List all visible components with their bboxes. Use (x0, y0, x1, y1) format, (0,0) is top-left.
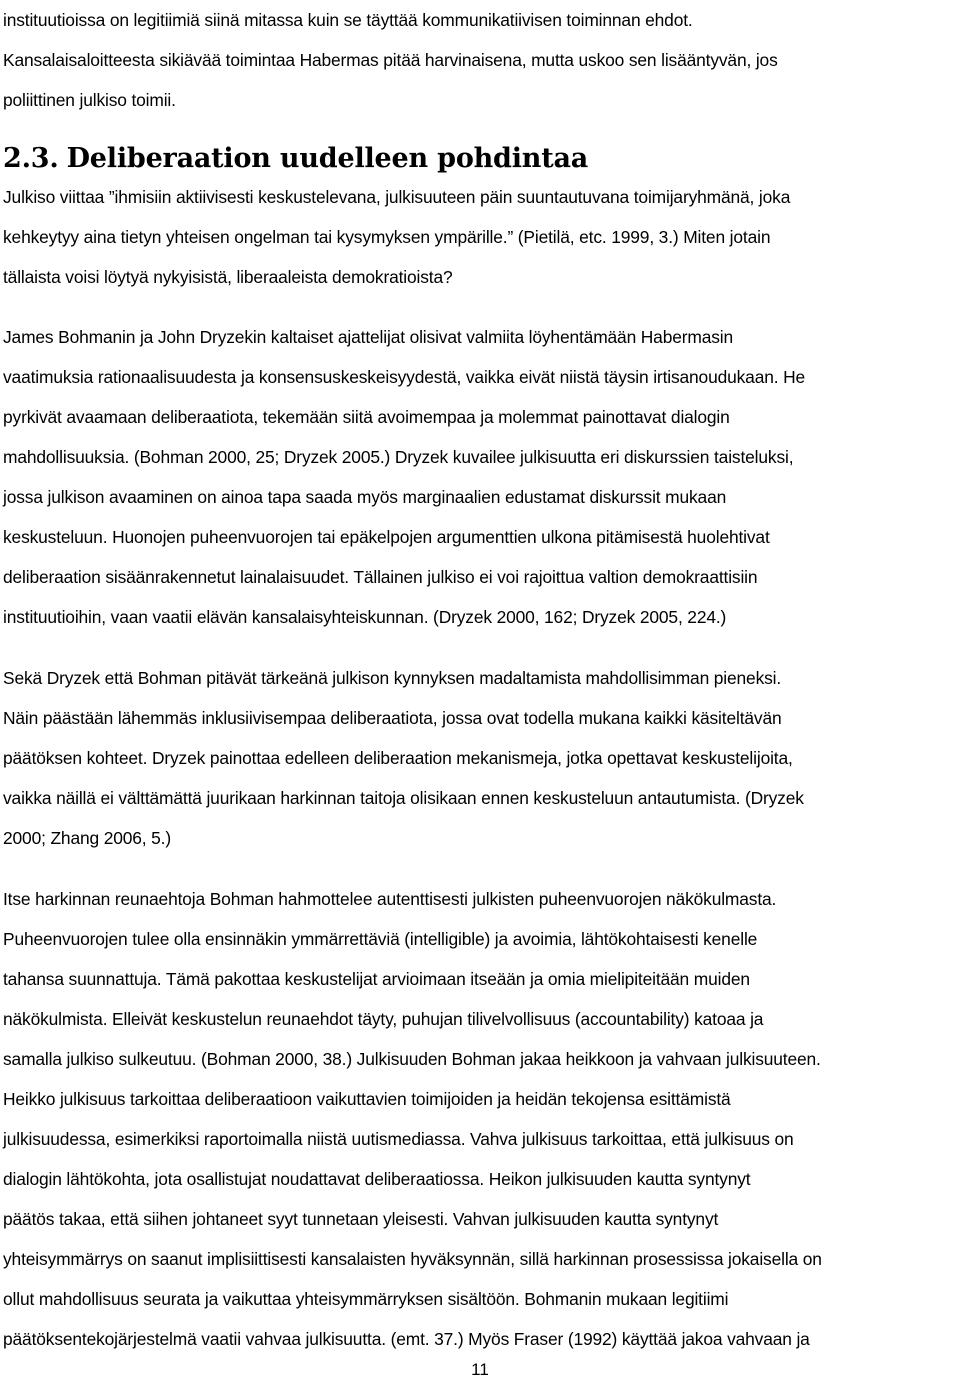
paragraph-3 (3, 658, 958, 858)
text-line: vaikka näillä ei välttämättä juurikaan harkinnan taitoja olisikaan ennen keskusteluun antautumista. (Dryzek (3, 788, 804, 808)
text-line: päätöksentekojärjestelmä vaatii vahvaa julkisuutta. (emt. 37.) Myös Fraser (1992) käyttää jakoa vahvaan ja (3, 1329, 810, 1349)
intro-paragraph (3, 0, 958, 120)
text-line: Itse harkinnan reunaehtoja Bohman hahmottelee autenttisesti julkisten puheenvuorojen näkökulmasta. (3, 889, 777, 909)
text-line: tällaista voisi löytyä nykyisistä, liberaaleista demokratioista? (3, 267, 453, 287)
text-line: dialogin lähtökohta, jota osallistujat noudattavat deliberaatiossa. Heikon julkisuuden kautta syntynyt (3, 1169, 751, 1189)
text-line: näkökulmista. Elleivät keskustelun reunaehdot täyty, puhujan tilivelvollisuus (accountability) katoaa ja (3, 1009, 764, 1029)
text-line: instituutioissa on legitiimiä siinä mitassa kuin se täyttää kommunikatiivisen toiminnan ehdot. (3, 10, 693, 30)
text-line: yhteisymmärrys on saanut implisiittisesti kansalaisten hyväksynnän, sillä harkinnan prosessissa jokaisella on (3, 1249, 822, 1269)
text-line: 2000; Zhang 2006, 5.) (3, 828, 171, 848)
text-line: Kansalaisaloitteesta sikiävää toimintaa Habermas pitää harvinaisena, mutta uskoo sen lisääntyvän, jos (3, 50, 778, 70)
text-line: pyrkivät avaamaan deliberaatiota, tekemään siitä avoimempaa ja molemmat painottavat dialogin (3, 407, 730, 427)
text-line: jossa julkison avaaminen on ainoa tapa saada myös marginaalien edustamat diskurssit mukaan (3, 487, 727, 507)
text-line: mahdollisuuksia. (Bohman 2000, 25; Dryzek 2005.) Dryzek kuvailee julkisuutta eri diskurssien taisteluksi, (3, 447, 794, 467)
text-line: päätös takaa, että siihen johtaneet syyt tunnetaan yleisesti. Vahvan julkisuuden kautta syntynyt (3, 1209, 719, 1229)
text-line: julkisuudessa, esimerkiksi raportoimalla niistä uutismediassa. Vahva julkisuus tarkoittaa, että julkisuus on (3, 1129, 794, 1149)
text-line: Sekä Dryzek että Bohman pitävät tärkeänä julkison kynnyksen madaltamista mahdollisimman pieneksi. (3, 668, 782, 688)
text-line: ollut mahdollisuus seurata ja vaikuttaa yhteisymmärryksen sisältöön. Bohmanin mukaan legitiimi (3, 1289, 729, 1309)
text-line: samalla julkiso sulkeutuu. (Bohman 2000, 38.) Julkisuuden Bohman jakaa heikkoon ja vahvaan julkisuuteen. (3, 1049, 821, 1069)
text-line: Näin päästään lähemmäs inklusiivisempaa deliberaatiota, jossa ovat todella mukana kaikki käsiteltävän (3, 708, 782, 728)
section-title: Deliberaation uudelleen pohdintaa (66, 143, 589, 174)
text-line: James Bohmanin ja John Dryzekin kaltaiset ajattelijat olisivat valmiita löyhentämään Habermasin (3, 327, 734, 347)
text-line: vaatimuksia rationaalisuudesta ja konsensuskeskeisyydestä, vaikka eivät niistä täysin irtisanoudukaan. He (3, 367, 806, 387)
text-line: Puheenvuorojen tulee olla ensinnäkin ymmärrettäviä (intelligible) ja avoimia, lähtökohtaisesti kenelle (3, 929, 758, 949)
text-line: tahansa suunnattuja. Tämä pakottaa keskustelijat arvioimaan itseään ja omia mielipiteitään muiden (3, 969, 750, 989)
text-line: kehkeytyy aina tietyn yhteisen ongelman tai kysymyksen ympärille.” (Pietilä, etc. 1999, 3.) Miten jotain (3, 227, 771, 247)
paragraph-2 (3, 317, 958, 637)
page-number: 11 (471, 1360, 489, 1379)
text-line: instituutioihin, vaan vaatii elävän kansalaisyhteiskunnan. (Dryzek 2000, 162; Dryzek 2005, 224.) (3, 607, 727, 627)
text-line: Heikko julkisuus tarkoittaa deliberaatioon vaikuttavien toimijoiden ja heidän tekojensa esittämistä (3, 1089, 731, 1109)
paragraph-1 (3, 177, 958, 297)
text-line: deliberaation sisäänrakennetut lainalaisuudet. Tällainen julkiso ei voi rajoittua valtion demokraattisiin (3, 567, 758, 587)
section-number: 2.3. (3, 143, 59, 174)
text-line: päätöksen kohteet. Dryzek painottaa edelleen deliberaation mekanismeja, jotka opettavat keskustelijoita, (3, 748, 793, 768)
text-line: keskusteluun. Huonojen puheenvuorojen tai epäkelpojen argumenttien ulkona pitämisestä huolehtivat (3, 527, 770, 547)
section-heading (3, 139, 588, 179)
text-line: poliittinen julkiso toimii. (3, 90, 176, 110)
paragraph-4 (3, 879, 958, 1359)
text-line: Julkiso viittaa ”ihmisiin aktiivisesti keskustelevana, julkisuuteen päin suuntautuvana toimijaryhmänä, joka (3, 187, 791, 207)
